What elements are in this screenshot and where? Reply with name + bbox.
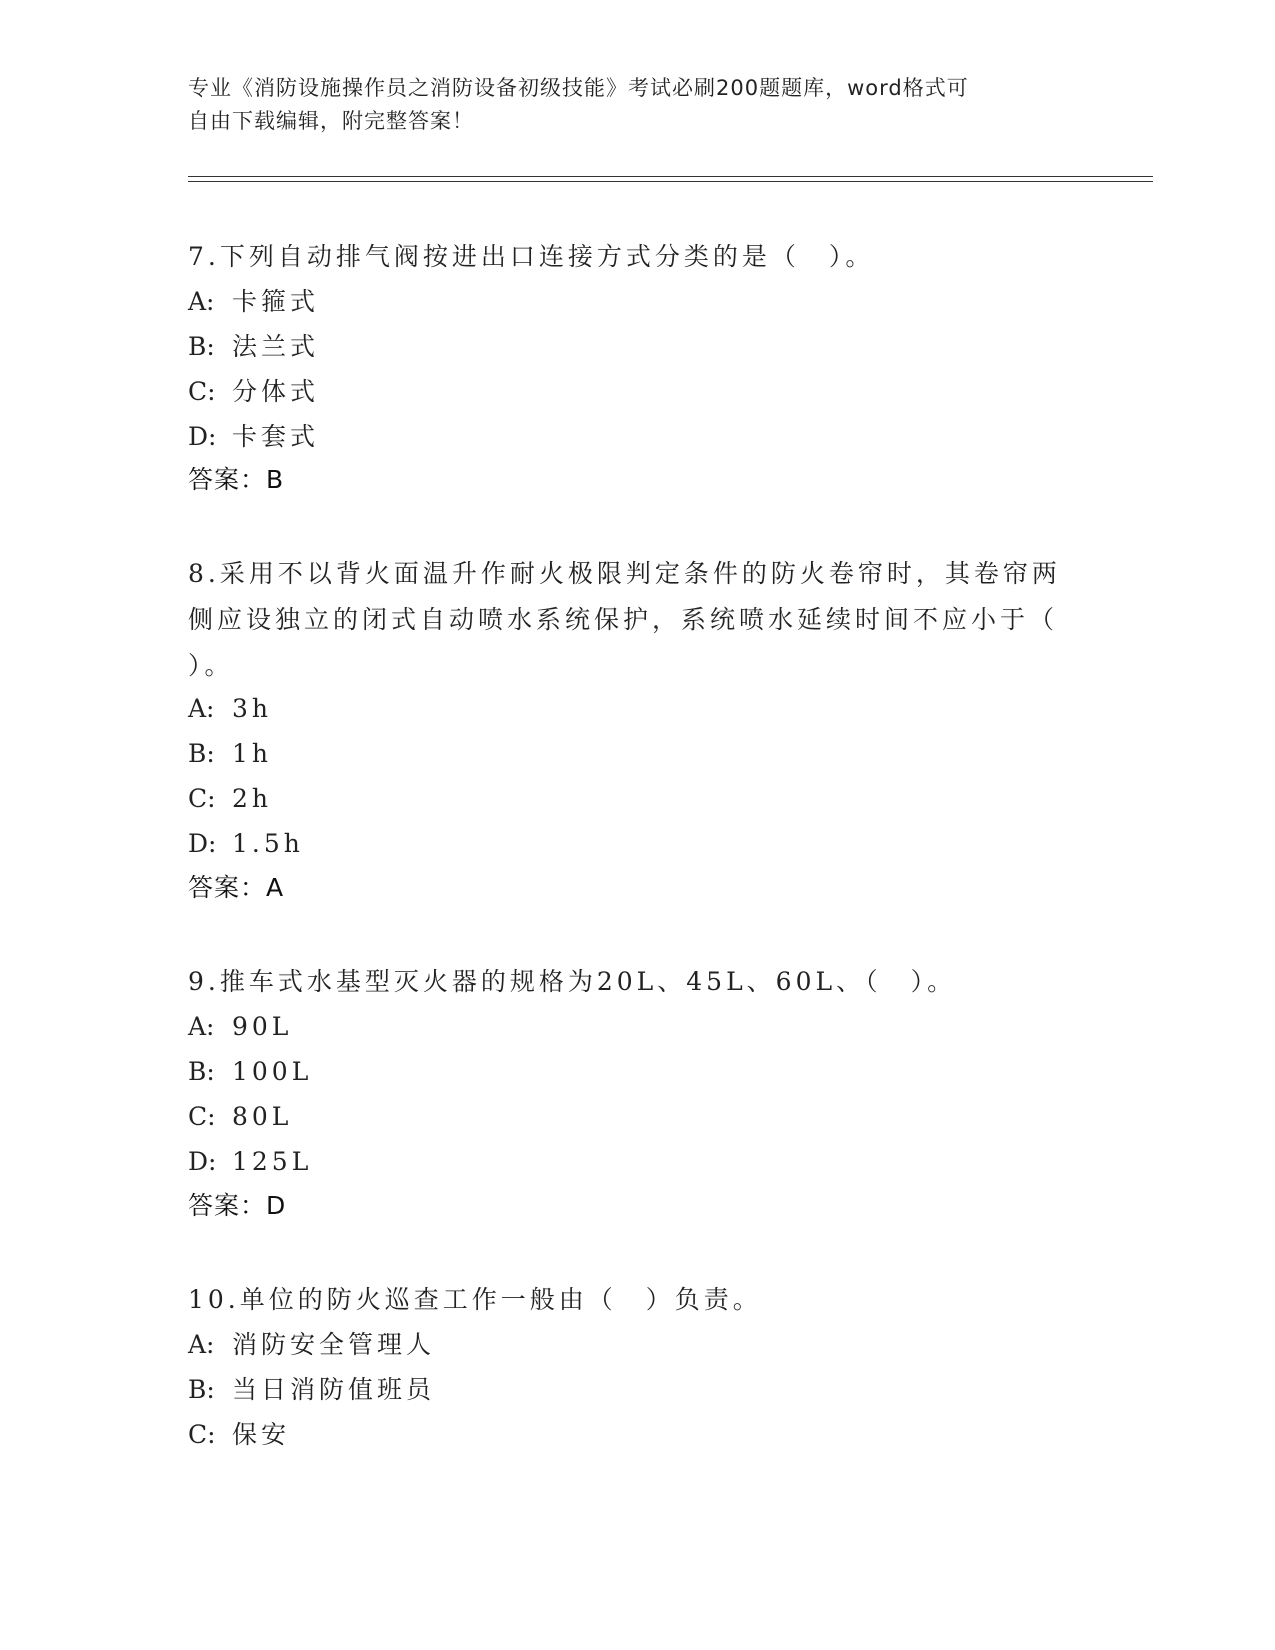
option-text: 分体式: [232, 377, 320, 406]
answer-line: 答案：D: [188, 1191, 287, 1220]
option-text: 消防安全管理人: [232, 1330, 436, 1359]
option-b: [188, 739, 1068, 769]
option-letter: D:: [188, 422, 217, 451]
option-text: 2h: [232, 784, 273, 813]
question-stem-line: ）。: [188, 651, 234, 680]
option-letter: A:: [188, 1012, 215, 1041]
option-text: 1.5h: [232, 829, 304, 858]
answer-line: 答案：A: [188, 873, 285, 902]
option-text: 卡箍式: [232, 287, 320, 316]
option-text: 当日消防值班员: [232, 1375, 436, 1404]
option-letter: C:: [188, 784, 216, 813]
header-line-1: 专业《消防设施操作员之消防设备初级技能》考试必刷200题题库，word格式可: [188, 76, 969, 100]
option-text: 1h: [232, 739, 273, 768]
option-letter: C:: [188, 377, 216, 406]
option-a: [188, 1012, 1068, 1042]
question-stem: 10.单位的防火巡查工作一般由（ ）负责。: [188, 1285, 762, 1314]
header-divider-bottom: [188, 181, 1153, 182]
option-text: 80L: [232, 1102, 293, 1131]
header-divider-top: [188, 176, 1153, 177]
option-letter: A:: [188, 287, 215, 316]
option-letter: C:: [188, 1102, 216, 1131]
question-stem-line: 8.采用不以背火面温升作耐火极限判定条件的防火卷帘时，其卷帘两: [188, 559, 1061, 588]
question-stem: [188, 551, 1068, 689]
question-stem-line: 侧应设独立的闭式自动喷水系统保护，系统喷水延续时间不应小于（: [188, 605, 1059, 634]
option-a: [188, 694, 1068, 724]
option-d: [188, 829, 1068, 859]
option-letter: D:: [188, 829, 217, 858]
document-header: [188, 72, 1068, 138]
header-line-2: 自由下载编辑，附完整答案！: [188, 109, 474, 133]
option-letter: B:: [188, 1375, 215, 1404]
question-stem: 7.下列自动排气阀按进出口连接方式分类的是（ ）。: [188, 242, 875, 271]
option-text: 保安: [232, 1420, 291, 1449]
question-stem: 9.推车式水基型灭火器的规格为20L、45L、60L、（ ）。: [188, 967, 957, 996]
option-c: [188, 784, 1068, 814]
option-text: 125L: [232, 1147, 313, 1176]
option-a: [188, 287, 1068, 317]
option-text: 3h: [232, 694, 273, 723]
option-text: 法兰式: [232, 332, 320, 361]
option-letter: B:: [188, 332, 215, 361]
option-b: [188, 1375, 1068, 1405]
option-letter: C:: [188, 1420, 216, 1449]
option-c: [188, 1102, 1068, 1132]
option-letter: B:: [188, 1057, 215, 1086]
option-b: [188, 332, 1068, 362]
option-letter: D:: [188, 1147, 217, 1176]
option-d: [188, 422, 1068, 452]
option-d: [188, 1147, 1068, 1177]
option-c: [188, 377, 1068, 407]
option-letter: B:: [188, 739, 215, 768]
option-text: 90L: [232, 1012, 293, 1041]
option-c: [188, 1420, 1068, 1450]
option-letter: A:: [188, 1330, 215, 1359]
option-b: [188, 1057, 1068, 1087]
option-letter: A:: [188, 694, 215, 723]
answer-line: 答案：B: [188, 465, 285, 494]
option-text: 100L: [232, 1057, 313, 1086]
option-text: 卡套式: [232, 422, 320, 451]
option-a: [188, 1330, 1068, 1360]
